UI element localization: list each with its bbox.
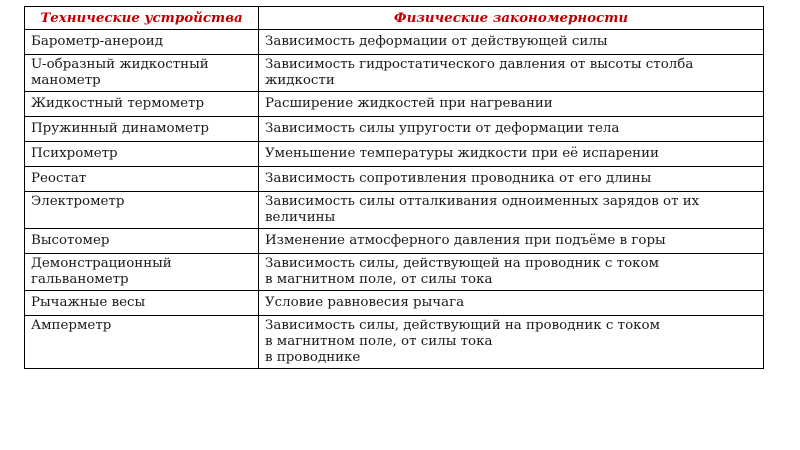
law-text-line: Зависимость гидростатического давления от высоты столба (265, 57, 694, 72)
device-cell (25, 30, 259, 55)
law-text-line: в магнитном поле, от силы тока (265, 272, 493, 287)
devices-table (24, 6, 764, 369)
device-cell (25, 167, 259, 192)
law-cell (259, 229, 764, 254)
law-cell (259, 117, 764, 142)
device-name-line: U-образный жидкостный (31, 57, 209, 72)
law-text-line: Зависимость деформации от действующей силы (265, 34, 608, 49)
law-text-line: Зависимость силы упругости от деформации тела (265, 121, 620, 136)
table-row (25, 316, 764, 369)
device-name-line: Психрометр (31, 146, 118, 161)
device-cell (25, 192, 259, 229)
device-name-line: Барометр-анероид (31, 34, 163, 49)
table-row (25, 192, 764, 229)
device-name-line: Пружинный динамометр (31, 121, 209, 136)
law-text-line: Зависимость силы, действующий на проводник с током (265, 318, 660, 333)
law-cell (259, 316, 764, 369)
device-name-line: Высотомер (31, 233, 110, 248)
law-cell (259, 192, 764, 229)
device-cell (25, 117, 259, 142)
table-row (25, 254, 764, 291)
device-cell (25, 142, 259, 167)
table-row (25, 92, 764, 117)
law-text-line: Изменение атмосферного давления при подъёме в горы (265, 233, 666, 248)
device-name-line: Электрометр (31, 194, 125, 209)
law-text-line: в магнитном поле, от силы тока (265, 334, 493, 349)
law-cell (259, 142, 764, 167)
device-cell (25, 291, 259, 316)
law-text-line: в проводнике (265, 350, 361, 365)
device-cell (25, 316, 259, 369)
device-cell (25, 229, 259, 254)
device-name-line: Реостат (31, 171, 87, 186)
law-cell (259, 167, 764, 192)
table-row (25, 229, 764, 254)
law-text-line: Расширение жидкостей при нагревании (265, 96, 553, 111)
law-cell (259, 254, 764, 291)
table-row (25, 167, 764, 192)
law-text-line: Зависимость сопротивления проводника от его длины (265, 171, 652, 186)
table-row (25, 30, 764, 55)
table-row (25, 117, 764, 142)
table-header-row (25, 7, 764, 30)
device-name-line: Демонстрационный (31, 256, 172, 271)
law-text-line: жидкости (265, 73, 335, 88)
law-cell (259, 92, 764, 117)
law-cell (259, 291, 764, 316)
law-text-line: Уменьшение температуры жидкости при её испарении (265, 146, 659, 161)
law-cell (259, 55, 764, 92)
device-cell (25, 92, 259, 117)
device-cell (25, 55, 259, 92)
device-name-line: манометр (31, 73, 101, 88)
table-row (25, 142, 764, 167)
law-text-line: величины (265, 210, 336, 225)
device-name-line: Амперметр (31, 318, 112, 333)
device-name-line: гальванометр (31, 272, 129, 287)
header-devices: Технические устройства (25, 7, 259, 30)
header-laws: Физические закономерности (259, 7, 764, 30)
table-body (25, 30, 764, 369)
law-text-line: Зависимость силы отталкивания одноименных зарядов от их (265, 194, 700, 209)
device-name-line: Рычажные весы (31, 295, 146, 310)
device-cell (25, 254, 259, 291)
device-name-line: Жидкостный термометр (31, 96, 205, 111)
table-row (25, 291, 764, 316)
table-row (25, 55, 764, 92)
law-text-line: Условие равновесия рычага (265, 295, 465, 310)
law-text-line: Зависимость силы, действующей на проводник с током (265, 256, 659, 271)
law-cell (259, 30, 764, 55)
